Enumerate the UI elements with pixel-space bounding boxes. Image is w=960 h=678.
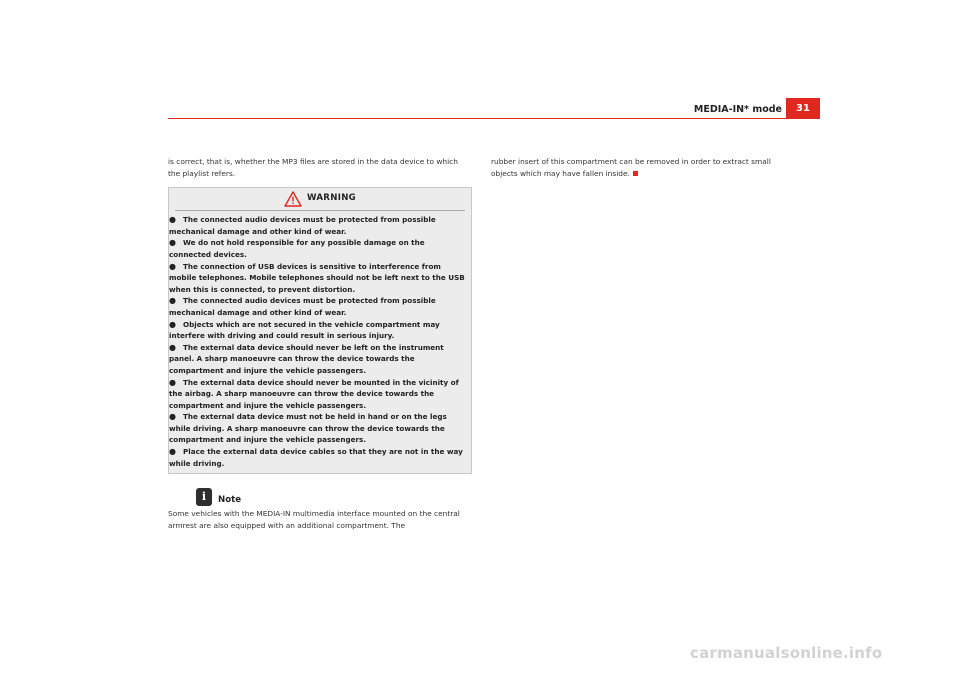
warning-box: [168, 187, 472, 474]
left-column: [168, 156, 472, 531]
warning-item-text: We do not hold responsible for any possible damage on the connected devices.: [169, 238, 425, 259]
warning-item: [169, 214, 471, 237]
bullet-icon: ●: [169, 215, 176, 225]
warning-item: [169, 237, 471, 260]
warning-triangle-icon: [284, 191, 302, 207]
warning-item-text: The external data device should never be mounted in the vicinity of the airbag. A sharp manoeuvre can throw the device towards the compartment and injure the vehicle passengers.: [169, 377, 459, 410]
warning-item-text: Place the external data device cables so that they are not in the way while driving.: [169, 447, 463, 468]
warning-title: WARNING: [306, 193, 357, 204]
warning-list: [169, 211, 471, 469]
warning-item-text: The connected audio devices must be protected from possible mechanical damage and other kind of wear.: [169, 296, 436, 317]
watermark: carmanualsonline.info: [690, 644, 883, 662]
intro-paragraph: is correct, that is, whether the MP3 files are stored in the data device to which the playlist refers.: [168, 157, 458, 178]
warning-item: [169, 446, 471, 469]
warning-item-text: The external data device should never be left on the instrument panel. A sharp manoeuvre can throw the device towards the compartment and injure the vehicle passengers.: [169, 342, 444, 375]
bullet-icon: ●: [169, 342, 176, 352]
header-divider: [168, 118, 820, 119]
warning-item-text: The connected audio devices must be protected from possible mechanical damage and other kind of wear.: [169, 215, 436, 236]
note-header: [168, 484, 472, 506]
bullet-icon: ●: [169, 412, 176, 422]
continued-paragraph: rubber insert of this compartment can be removed in order to extract small objects which may have fallen inside.: [491, 157, 771, 178]
warning-item: [169, 342, 471, 377]
note-title: Note: [218, 494, 242, 505]
warning-item: [169, 377, 471, 412]
bullet-icon: ●: [169, 377, 176, 387]
info-icon: i: [196, 488, 212, 506]
warning-item: [169, 295, 471, 318]
bullet-icon: ●: [169, 261, 176, 271]
warning-item-text: The external data device must not be held in hand or on the legs while driving. A sharp manoeuvre can throw the device towards the compartment and injure the vehicle passengers.: [169, 412, 447, 445]
bullet-icon: ●: [169, 238, 176, 248]
bullet-icon: ●: [169, 296, 176, 306]
warning-item-text: The connection of USB devices is sensitive to interference from mobile telephones. Mobile telephones should not be left next to the USB when this is connected, to prevent distortion.: [169, 261, 465, 294]
bullet-icon: ●: [169, 447, 176, 457]
warning-item: [169, 261, 471, 296]
right-column: [491, 156, 791, 179]
warning-item: [169, 411, 471, 446]
note-text: Some vehicles with the MEDIA-IN multimedia interface mounted on the central armrest are also equipped with an additional compartment. The: [168, 509, 460, 530]
warning-item: [169, 319, 471, 342]
page-number-badge: 31: [786, 98, 820, 118]
section-end-icon: [633, 171, 638, 176]
warning-header: [175, 188, 465, 211]
warning-item-text: Objects which are not secured in the vehicle compartment may interfere with driving and could result in serious injury.: [169, 319, 440, 341]
page-header-title: MEDIA-IN* mode: [693, 104, 782, 115]
bullet-icon: ●: [169, 319, 176, 329]
